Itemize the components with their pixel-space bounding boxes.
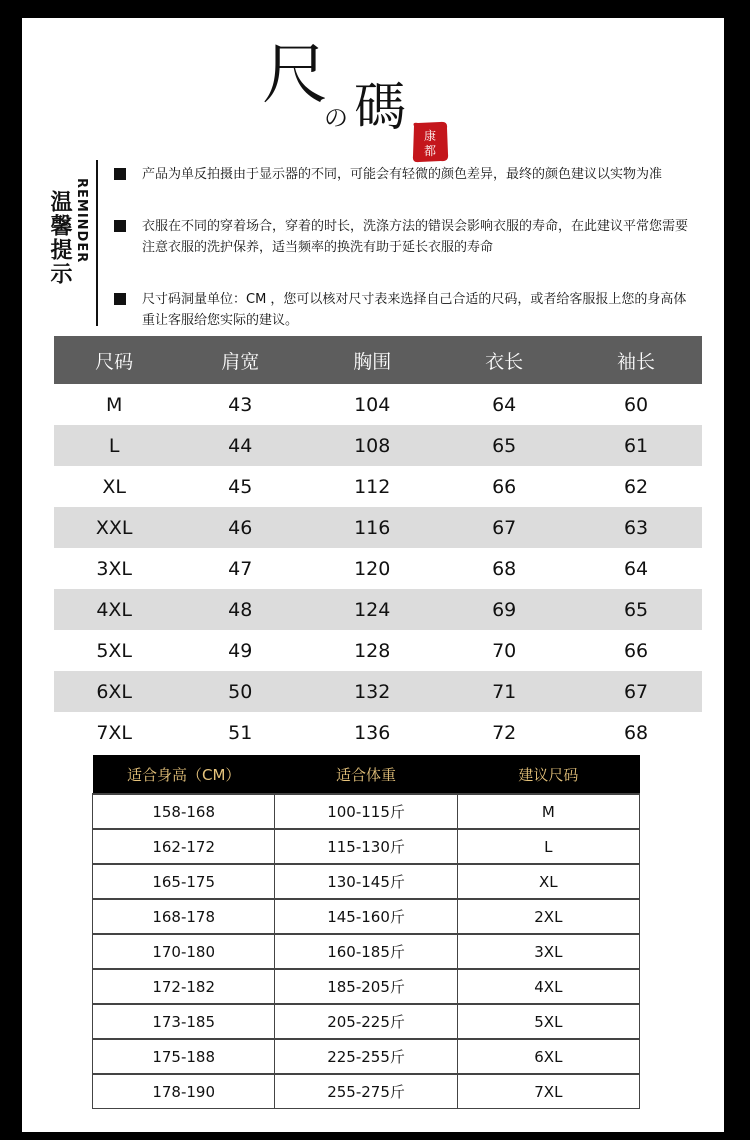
title-char-1: 尺 xyxy=(262,36,328,113)
cell-chest: 112 xyxy=(354,475,391,498)
cell-length: 65 xyxy=(438,425,570,466)
cell-weight: 160-185斤 xyxy=(275,934,457,969)
cell-height: 175-188 xyxy=(93,1039,275,1074)
cell-shoulder: 44 xyxy=(174,425,306,466)
table-row xyxy=(93,794,640,829)
cell-suggested-size: 2XL xyxy=(457,899,639,934)
cell-size: XL xyxy=(102,475,126,498)
cell-weight: 185-205斤 xyxy=(275,969,457,1004)
table-row xyxy=(93,899,640,934)
cell-length: 68 xyxy=(492,557,517,580)
table-row xyxy=(54,671,702,712)
cell-sleeve: 62 xyxy=(623,475,649,498)
cell-sleeve: 67 xyxy=(570,671,702,712)
cell-height: 165-175 xyxy=(93,864,275,899)
cell-suggested-size: M xyxy=(457,794,639,829)
page-title xyxy=(262,36,472,172)
header-height: 适合身高（CM） xyxy=(93,755,275,794)
cell-suggested-size: 4XL xyxy=(457,969,639,1004)
cell-shoulder: 43 xyxy=(228,393,253,416)
title-char-3: 碼 xyxy=(354,78,407,138)
cell-length: 72 xyxy=(492,721,517,744)
bullet-square-icon xyxy=(114,293,126,305)
cell-height: 172-182 xyxy=(93,969,275,1004)
cell-suggested-size: 6XL xyxy=(457,1039,639,1074)
cell-size: 3XL xyxy=(96,557,133,580)
cell-chest: 128 xyxy=(354,639,391,662)
cell-suggested-size: 3XL xyxy=(457,934,639,969)
table-row xyxy=(93,934,640,969)
cell-height: 178-190 xyxy=(93,1074,275,1109)
bullet-square-icon xyxy=(114,220,126,232)
cell-height: 170-180 xyxy=(93,934,275,969)
cell-size: 4XL xyxy=(54,589,174,630)
table-row xyxy=(93,829,640,864)
reminder-note-2 xyxy=(114,216,694,258)
note-text: 衣服在不同的穿着场合，穿着的时长，洗涤方法的错误会影响衣服的寿命，在此建议平常您需要注意衣服的洗护保养，适当频率的换洗有助于延长衣服的寿命 xyxy=(142,219,689,255)
cell-size: M xyxy=(105,393,123,416)
cell-sleeve: 60 xyxy=(623,393,649,416)
table-row xyxy=(54,630,702,671)
table-row xyxy=(54,507,702,548)
cell-suggested-size: L xyxy=(457,829,639,864)
recommendation-table-header xyxy=(93,755,640,794)
table-row xyxy=(93,1074,640,1109)
cell-suggested-size: 7XL xyxy=(457,1074,639,1109)
cell-sleeve: 65 xyxy=(570,589,702,630)
cell-shoulder: 51 xyxy=(228,721,253,744)
cell-shoulder: 47 xyxy=(228,557,253,580)
cell-height: 162-172 xyxy=(93,829,275,864)
cell-height: 158-168 xyxy=(93,794,275,829)
table-row xyxy=(54,384,702,425)
table-row xyxy=(54,425,702,466)
cell-length: 71 xyxy=(438,671,570,712)
cell-weight: 130-145斤 xyxy=(275,864,457,899)
cell-size: 5XL xyxy=(96,639,133,662)
reminder-heading: 温馨提示 xyxy=(47,190,72,286)
header-shoulder: 肩宽 xyxy=(174,336,306,384)
reminder-note-1 xyxy=(114,164,694,185)
cell-length: 69 xyxy=(438,589,570,630)
cell-length: 67 xyxy=(438,507,570,548)
cell-weight: 115-130斤 xyxy=(275,829,457,864)
cell-size: 7XL xyxy=(96,721,133,744)
header-weight: 适合体重 xyxy=(275,755,457,794)
cell-length: 64 xyxy=(492,393,517,416)
reminder-divider xyxy=(96,160,98,326)
cell-size: L xyxy=(54,425,174,466)
cell-sleeve: 66 xyxy=(623,639,649,662)
table-row xyxy=(54,712,702,753)
cell-sleeve: 61 xyxy=(570,425,702,466)
cell-chest: 120 xyxy=(354,557,391,580)
cell-suggested-size: XL xyxy=(457,864,639,899)
cell-chest: 136 xyxy=(354,721,391,744)
note-text: 尺寸码洞量单位：CM ，您可以核对尺寸表来选择自己合适的尺码，或者给客服报上您的身高体重让客服给您实际的建议。 xyxy=(142,292,687,328)
cell-chest: 104 xyxy=(354,393,391,416)
cell-shoulder: 50 xyxy=(174,671,306,712)
cell-chest: 132 xyxy=(306,671,438,712)
header-size: 尺码 xyxy=(54,336,174,384)
header-suggested-size: 建议尺码 xyxy=(457,755,639,794)
cell-length: 66 xyxy=(492,475,517,498)
table-row xyxy=(93,1004,640,1039)
header-length: 衣长 xyxy=(438,336,570,384)
cell-height: 173-185 xyxy=(93,1004,275,1039)
table-row xyxy=(93,1039,640,1074)
cell-suggested-size: 5XL xyxy=(457,1004,639,1039)
svg-text:都: 都 xyxy=(423,144,437,158)
cell-length: 70 xyxy=(492,639,517,662)
table-row xyxy=(93,864,640,899)
cell-size: 6XL xyxy=(54,671,174,712)
cell-shoulder: 45 xyxy=(228,475,253,498)
cell-weight: 205-225斤 xyxy=(275,1004,457,1039)
recommendation-table xyxy=(92,755,640,1109)
size-chart-page xyxy=(22,18,724,1132)
cell-size: XXL xyxy=(54,507,174,548)
title-char-2: の xyxy=(324,104,348,132)
cell-weight: 225-255斤 xyxy=(275,1039,457,1074)
cell-shoulder: 48 xyxy=(174,589,306,630)
reminder-heading-en: REMINDER xyxy=(74,178,89,264)
cell-chest: 116 xyxy=(306,507,438,548)
reminder-note-3 xyxy=(114,289,694,331)
cell-shoulder: 46 xyxy=(174,507,306,548)
bullet-square-icon xyxy=(114,168,126,180)
note-text: 产品为单反拍摄由于显示器的不同，可能会有轻微的颜色差异，最终的颜色建议以实物为准 xyxy=(142,167,663,182)
cell-weight: 100-115斤 xyxy=(275,794,457,829)
cell-shoulder: 49 xyxy=(228,639,253,662)
header-chest: 胸围 xyxy=(306,336,438,384)
cell-chest: 124 xyxy=(306,589,438,630)
cell-sleeve: 64 xyxy=(623,557,649,580)
size-table-header xyxy=(54,336,702,384)
cell-height: 168-178 xyxy=(93,899,275,934)
svg-text:康: 康 xyxy=(423,129,437,143)
table-row xyxy=(93,969,640,1004)
table-row xyxy=(54,466,702,507)
cell-chest: 108 xyxy=(306,425,438,466)
table-row xyxy=(54,589,702,630)
cell-sleeve: 63 xyxy=(570,507,702,548)
cell-weight: 145-160斤 xyxy=(275,899,457,934)
cell-weight: 255-275斤 xyxy=(275,1074,457,1109)
header-sleeve: 袖长 xyxy=(570,336,702,384)
size-table xyxy=(54,336,702,753)
table-row xyxy=(54,548,702,589)
cell-sleeve: 68 xyxy=(623,721,649,744)
red-seal-stamp xyxy=(410,120,450,164)
